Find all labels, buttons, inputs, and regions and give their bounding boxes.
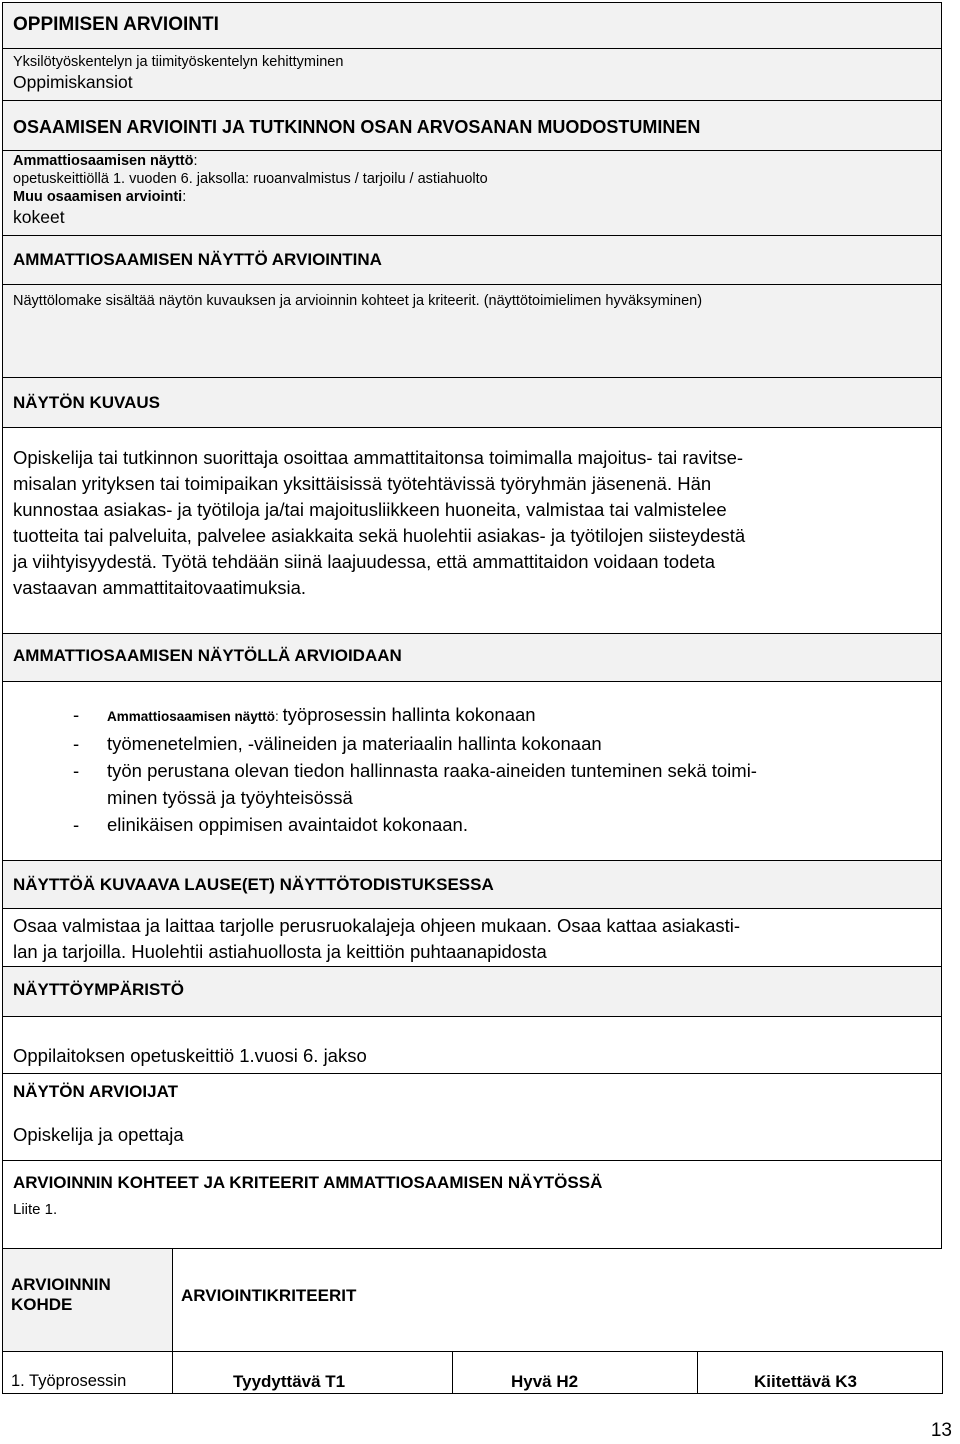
assessed-heading-row: [2, 634, 942, 682]
sentences-heading: NÄYTTÖÄ KUVAAVA LAUSE(ET) NÄYTTÖTODISTUKSESSA: [13, 875, 494, 894]
demo-assessment-heading: AMMATTIOSAAMISEN NÄYTTÖ ARVIOINTINA: [13, 250, 382, 269]
description-line: misalan yrityksen tai toimipaikan yksittäisissä työtehtävissä työryhmän jäsenenä. Hän: [13, 473, 712, 494]
assessment-details-row: [2, 151, 942, 236]
other-assessment-value: kokeet: [13, 207, 65, 227]
environment-heading-row: [2, 967, 942, 1017]
table-header-row: [3, 1249, 943, 1351]
assessors-value: Opiskelija ja opettaja: [13, 1124, 184, 1145]
demo-assessment-note: Näyttölomake sisältää näytön kuvauksen ja arvioinnin kohteet ja kriteerit. (näyttötoimielimen hyväksyminen): [13, 293, 703, 309]
targets-appendix: Liite 1.: [13, 1201, 58, 1218]
demo-label: Ammattiosaamisen näyttö: [13, 153, 194, 169]
subtitle-row: [2, 49, 942, 101]
criteria-target-header: [3, 1249, 173, 1351]
environment-value-row: [2, 1017, 942, 1074]
list-item: [73, 757, 931, 811]
description-line: vastaavan ammattitaitovaatimuksia.: [13, 577, 307, 598]
criteria-criteria-header-label: ARVIOINTIKRITEERIT: [181, 1286, 357, 1305]
assessed-list: [73, 701, 931, 838]
description-body-row: [2, 428, 942, 634]
assessed-first-colon: :: [275, 709, 283, 724]
assessors-heading-row: [2, 1074, 942, 1119]
assessed-heading: AMMATTIOSAAMISEN NÄYTÖLLÄ ARVIOIDAAN: [13, 646, 402, 665]
assessment-heading-row: [2, 101, 942, 151]
table-cell: [173, 1351, 453, 1393]
table-cell: [698, 1351, 943, 1393]
criteria-row-1-k3: Kiitettävä K3: [754, 1371, 857, 1391]
sentences-heading-row: [2, 861, 942, 909]
assessed-item-3: työn perustana olevan tiedon hallinnasta raaka-aineiden tunteminen sekä toimi-: [107, 760, 757, 781]
assessed-list-row: [2, 682, 942, 861]
environment-heading: NÄYTTÖYMPÄRISTÖ: [13, 980, 184, 999]
criteria-row-1-t1: Tyydyttävä T1: [233, 1371, 346, 1391]
assessors-heading: NÄYTÖN ARVIOIJAT: [13, 1082, 178, 1101]
description-heading-row: [2, 378, 942, 428]
table-row: [3, 1351, 943, 1393]
subtitle-line-1: Yksilötyöskentelyn ja tiimityöskentelyn kehittyminen: [13, 54, 344, 70]
list-item: [73, 701, 931, 730]
other-assessment-colon: :: [182, 189, 187, 205]
assessed-first-text: työprosessin hallinta kokonaan: [282, 704, 536, 725]
list-item: - työmenetelmien, -välineiden ja materiaalin hallinta kokonaan: [73, 730, 931, 757]
criteria-row-1-target: 1. Työprosessin: [11, 1371, 127, 1390]
sentences-line-1: Osaa valmistaa ja laittaa tarjolle perusruokalajeja ohjeen mukaan. Osaa kattaa asiakasti-: [13, 915, 741, 936]
targets-heading: ARVIOINNIN KOHTEET JA KRITEERIT AMMATTIOSAAMISEN NÄYTÖSSÄ: [13, 1173, 603, 1192]
description-heading: NÄYTÖN KUVAUS: [13, 393, 161, 412]
subtitle-line-2: Oppimiskansiot: [13, 72, 133, 92]
title-row: [2, 2, 942, 49]
sentences-body-row: [2, 909, 942, 967]
environment-value: Oppilaitoksen opetuskeittiö 1.vuosi 6. jakso: [13, 1045, 367, 1066]
assessment-heading: OSAAMISEN ARVIOINTI JA TUTKINNON OSAN ARVOSANAN MUODOSTUMINEN: [13, 117, 701, 137]
assessors-value-row: [2, 1119, 942, 1161]
other-assessment-label: Muu osaamisen arviointi: [13, 189, 183, 205]
demo-label-colon: :: [193, 153, 198, 169]
table-cell: [3, 1351, 173, 1393]
demo-assessment-note-row: [2, 285, 942, 378]
demo-value: opetuskeittiöllä 1. vuoden 6. jaksolla: ruoanvalmistus / tarjoilu / astiahuolto: [13, 171, 488, 187]
sentences-line-2: lan ja tarjoilla. Huolehtii astiahuollosta ja keittiön puhtaanapidosta: [13, 941, 547, 962]
page-title: OPPIMISEN ARVIOINTI: [13, 14, 219, 35]
targets-row: [2, 1161, 942, 1249]
criteria-table: [2, 1249, 943, 1394]
table-cell: [453, 1351, 698, 1393]
criteria-target-header-line-2: KOHDE: [11, 1295, 73, 1314]
assessed-first-prefix: Ammattiosaamisen näyttö: [107, 709, 276, 724]
list-item: - elinikäisen oppimisen avaintaidot kokonaan.: [73, 811, 931, 838]
description-line: tuotteita tai palveluita, palvelee asiakkaita sekä huolehtii asiakas- ja työtilojen siisteydestä: [13, 525, 746, 546]
description-line: kunnostaa asiakas- ja työtiloja ja/tai majoitusliikkeen huoneita, valmistaa tai valmistelee: [13, 499, 727, 520]
criteria-target-header-line-1: ARVIOINNIN: [11, 1275, 111, 1294]
document-page: [2, 2, 942, 1394]
page-number: 13: [930, 1420, 952, 1441]
criteria-row-1-h2: Hyvä H2: [511, 1371, 579, 1391]
criteria-criteria-header: [173, 1249, 943, 1351]
demo-assessment-heading-row: [2, 236, 942, 285]
description-line: Opiskelija tai tutkinnon suorittaja osoittaa ammattitaitonsa toimimalla majoitus- tai ravitse-: [13, 447, 744, 468]
description-line: ja viihtyisyydestä. Työtä tehdään siinä laajuudessa, että ammattitaidon voidaan todeta: [13, 551, 716, 572]
assessed-item-3-continuation: minen työssä ja työyhteisössä: [107, 787, 353, 808]
